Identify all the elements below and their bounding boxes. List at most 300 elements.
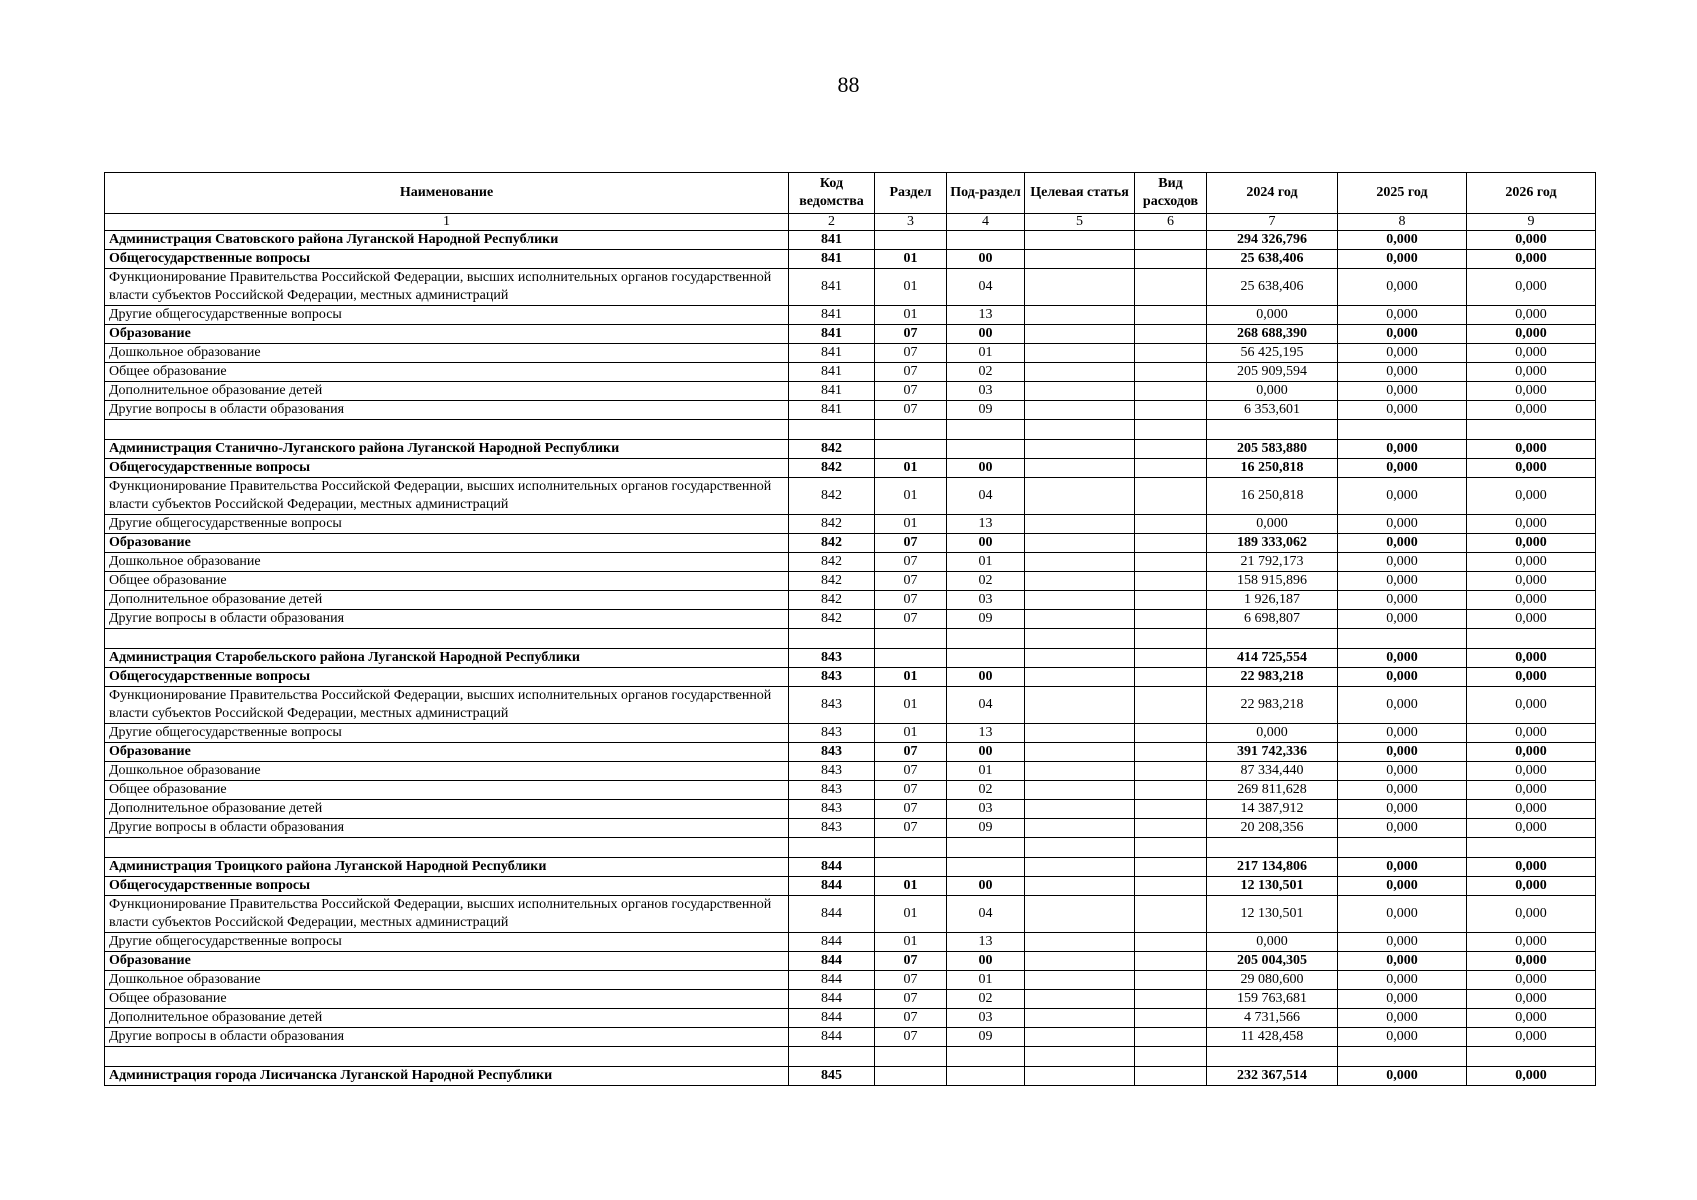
cell-exp-type	[1135, 306, 1207, 325]
empty-cell	[1135, 838, 1207, 858]
cell-target	[1025, 896, 1135, 933]
cell-2026: 0,000	[1467, 459, 1596, 478]
header-row	[105, 173, 1596, 214]
cell-section: 07	[875, 382, 947, 401]
empty-cell	[1338, 838, 1467, 858]
cell-name: Дополнительное образование детей	[105, 1009, 789, 1028]
cell-section: 01	[875, 896, 947, 933]
cell-subsection: 00	[947, 325, 1025, 344]
cell-name: Функционирование Правительства Российской Федерации, высших исполнительных органов государственной власти субъектов Российской Федерации, местных администраций	[105, 687, 789, 724]
cell-subsection	[947, 858, 1025, 877]
cell-2026: 0,000	[1467, 668, 1596, 687]
cell-name: Дошкольное образование	[105, 553, 789, 572]
cell-exp-type	[1135, 325, 1207, 344]
cell-section	[875, 231, 947, 250]
cell-code: 842	[789, 478, 875, 515]
empty-cell	[1467, 1047, 1596, 1067]
cell-code: 842	[789, 591, 875, 610]
cell-target	[1025, 610, 1135, 629]
cell-target	[1025, 231, 1135, 250]
cell-exp-type	[1135, 952, 1207, 971]
cell-subsection: 13	[947, 306, 1025, 325]
cell-2025: 0,000	[1338, 382, 1467, 401]
cell-2024: 6 353,601	[1207, 401, 1338, 420]
cell-target	[1025, 819, 1135, 838]
cell-subsection: 01	[947, 762, 1025, 781]
empty-cell	[789, 838, 875, 858]
cell-2024: 269 811,628	[1207, 781, 1338, 800]
empty-cell	[1467, 629, 1596, 649]
cell-2024: 0,000	[1207, 382, 1338, 401]
cell-2025: 0,000	[1338, 762, 1467, 781]
cell-target	[1025, 591, 1135, 610]
cell-2024: 189 333,062	[1207, 534, 1338, 553]
empty-cell	[1207, 1047, 1338, 1067]
cell-2026: 0,000	[1467, 325, 1596, 344]
cell-2025: 0,000	[1338, 668, 1467, 687]
cell-target	[1025, 877, 1135, 896]
cell-2026: 0,000	[1467, 649, 1596, 668]
table-row	[105, 1028, 1596, 1047]
cell-2026: 0,000	[1467, 762, 1596, 781]
table-row	[105, 952, 1596, 971]
empty-cell	[1025, 629, 1135, 649]
cell-2024: 0,000	[1207, 515, 1338, 534]
cell-2026: 0,000	[1467, 743, 1596, 762]
cell-section: 07	[875, 610, 947, 629]
column-number: 1	[105, 214, 789, 231]
cell-subsection: 04	[947, 896, 1025, 933]
cell-section: 07	[875, 591, 947, 610]
cell-2026: 0,000	[1467, 553, 1596, 572]
cell-2025: 0,000	[1338, 781, 1467, 800]
cell-code: 841	[789, 401, 875, 420]
column-number: 7	[1207, 214, 1338, 231]
cell-2025: 0,000	[1338, 401, 1467, 420]
cell-target	[1025, 990, 1135, 1009]
cell-name: Другие общегосударственные вопросы	[105, 515, 789, 534]
cell-exp-type	[1135, 610, 1207, 629]
cell-exp-type	[1135, 515, 1207, 534]
cell-2025: 0,000	[1338, 800, 1467, 819]
cell-2025: 0,000	[1338, 1067, 1467, 1086]
empty-cell	[947, 420, 1025, 440]
cell-2024: 11 428,458	[1207, 1028, 1338, 1047]
cell-exp-type	[1135, 459, 1207, 478]
cell-2024: 0,000	[1207, 306, 1338, 325]
cell-target	[1025, 401, 1135, 420]
cell-name: Другие вопросы в области образования	[105, 819, 789, 838]
cell-exp-type	[1135, 819, 1207, 838]
cell-exp-type	[1135, 250, 1207, 269]
cell-2025: 0,000	[1338, 724, 1467, 743]
table-row	[105, 990, 1596, 1009]
cell-name: Общее образование	[105, 990, 789, 1009]
cell-2026: 0,000	[1467, 781, 1596, 800]
empty-cell	[105, 420, 789, 440]
cell-2025: 0,000	[1338, 325, 1467, 344]
cell-2025: 0,000	[1338, 591, 1467, 610]
cell-target	[1025, 971, 1135, 990]
cell-2025: 0,000	[1338, 990, 1467, 1009]
cell-exp-type	[1135, 649, 1207, 668]
cell-2024: 12 130,501	[1207, 877, 1338, 896]
empty-cell	[947, 1047, 1025, 1067]
cell-section: 07	[875, 572, 947, 591]
cell-2026: 0,000	[1467, 933, 1596, 952]
table-row	[105, 762, 1596, 781]
header-section: Раздел	[875, 173, 947, 214]
cell-section: 07	[875, 534, 947, 553]
cell-code: 844	[789, 1009, 875, 1028]
cell-name: Дополнительное образование детей	[105, 591, 789, 610]
cell-code: 842	[789, 515, 875, 534]
cell-section: 07	[875, 1028, 947, 1047]
empty-cell	[1207, 420, 1338, 440]
cell-subsection: 13	[947, 933, 1025, 952]
cell-section: 07	[875, 363, 947, 382]
cell-code: 843	[789, 781, 875, 800]
table-row	[105, 553, 1596, 572]
cell-exp-type	[1135, 800, 1207, 819]
cell-section: 01	[875, 269, 947, 306]
cell-subsection: 02	[947, 781, 1025, 800]
cell-exp-type	[1135, 781, 1207, 800]
cell-section: 07	[875, 781, 947, 800]
cell-2026: 0,000	[1467, 250, 1596, 269]
table-row	[105, 800, 1596, 819]
cell-2024: 16 250,818	[1207, 478, 1338, 515]
cell-section: 07	[875, 952, 947, 971]
column-number: 2	[789, 214, 875, 231]
cell-exp-type	[1135, 440, 1207, 459]
cell-2024: 0,000	[1207, 933, 1338, 952]
cell-2025: 0,000	[1338, 649, 1467, 668]
cell-2024: 217 134,806	[1207, 858, 1338, 877]
cell-section	[875, 649, 947, 668]
cell-2026: 0,000	[1467, 877, 1596, 896]
cell-2025: 0,000	[1338, 231, 1467, 250]
column-number: 5	[1025, 214, 1135, 231]
cell-2026: 0,000	[1467, 401, 1596, 420]
table-row	[105, 933, 1596, 952]
header-target: Целевая статья	[1025, 173, 1135, 214]
cell-2024: 294 326,796	[1207, 231, 1338, 250]
cell-2025: 0,000	[1338, 933, 1467, 952]
cell-target	[1025, 250, 1135, 269]
cell-target	[1025, 534, 1135, 553]
cell-name: Образование	[105, 325, 789, 344]
cell-target	[1025, 649, 1135, 668]
cell-2026: 0,000	[1467, 363, 1596, 382]
cell-code: 845	[789, 1067, 875, 1086]
empty-cell	[1467, 838, 1596, 858]
cell-target	[1025, 1067, 1135, 1086]
cell-code: 844	[789, 933, 875, 952]
cell-section: 07	[875, 743, 947, 762]
table-row	[105, 819, 1596, 838]
cell-exp-type	[1135, 478, 1207, 515]
table-row	[105, 363, 1596, 382]
cell-code: 843	[789, 819, 875, 838]
cell-section: 01	[875, 724, 947, 743]
cell-section: 01	[875, 250, 947, 269]
cell-2024: 87 334,440	[1207, 762, 1338, 781]
empty-cell	[105, 1047, 789, 1067]
empty-cell	[1338, 1047, 1467, 1067]
table-row	[105, 668, 1596, 687]
cell-subsection: 09	[947, 401, 1025, 420]
cell-2026: 0,000	[1467, 591, 1596, 610]
header-exp-type: Вид расходов	[1135, 173, 1207, 214]
empty-cell	[105, 838, 789, 858]
cell-exp-type	[1135, 990, 1207, 1009]
header-2025: 2025 год	[1338, 173, 1467, 214]
cell-code: 843	[789, 762, 875, 781]
cell-2024: 20 208,356	[1207, 819, 1338, 838]
header-subsection: Под-раздел	[947, 173, 1025, 214]
cell-target	[1025, 572, 1135, 591]
cell-subsection: 04	[947, 269, 1025, 306]
cell-name: Администрация Старобельского района Луганской Народной Республики	[105, 649, 789, 668]
cell-name: Общегосударственные вопросы	[105, 877, 789, 896]
cell-2026: 0,000	[1467, 858, 1596, 877]
cell-2025: 0,000	[1338, 269, 1467, 306]
cell-code: 844	[789, 971, 875, 990]
cell-target	[1025, 1028, 1135, 1047]
cell-name: Другие общегосударственные вопросы	[105, 306, 789, 325]
cell-section	[875, 858, 947, 877]
cell-subsection: 00	[947, 534, 1025, 553]
cell-2024: 12 130,501	[1207, 896, 1338, 933]
empty-cell	[875, 629, 947, 649]
cell-2026: 0,000	[1467, 724, 1596, 743]
cell-section: 01	[875, 515, 947, 534]
cell-code: 843	[789, 800, 875, 819]
cell-exp-type	[1135, 743, 1207, 762]
cell-2024: 268 688,390	[1207, 325, 1338, 344]
cell-2025: 0,000	[1338, 952, 1467, 971]
table-row	[105, 344, 1596, 363]
cell-name: Администрация Станично-Луганского района Луганской Народной Республики	[105, 440, 789, 459]
cell-target	[1025, 344, 1135, 363]
cell-exp-type	[1135, 363, 1207, 382]
cell-2025: 0,000	[1338, 534, 1467, 553]
cell-subsection: 03	[947, 591, 1025, 610]
cell-2025: 0,000	[1338, 971, 1467, 990]
cell-section: 07	[875, 401, 947, 420]
cell-2025: 0,000	[1338, 858, 1467, 877]
cell-2024: 21 792,173	[1207, 553, 1338, 572]
cell-target	[1025, 668, 1135, 687]
cell-2026: 0,000	[1467, 971, 1596, 990]
cell-section: 07	[875, 553, 947, 572]
cell-name: Дополнительное образование детей	[105, 800, 789, 819]
cell-2024: 56 425,195	[1207, 344, 1338, 363]
cell-code: 842	[789, 534, 875, 553]
cell-code: 844	[789, 896, 875, 933]
table-row	[105, 269, 1596, 306]
cell-section: 01	[875, 687, 947, 724]
cell-name: Дошкольное образование	[105, 344, 789, 363]
empty-cell	[1467, 420, 1596, 440]
cell-name: Образование	[105, 743, 789, 762]
cell-subsection: 01	[947, 344, 1025, 363]
cell-code: 841	[789, 250, 875, 269]
cell-target	[1025, 440, 1135, 459]
header-name: Наименование	[105, 173, 789, 214]
cell-2024: 16 250,818	[1207, 459, 1338, 478]
table-row	[105, 440, 1596, 459]
cell-2026: 0,000	[1467, 819, 1596, 838]
cell-exp-type	[1135, 933, 1207, 952]
cell-section: 07	[875, 819, 947, 838]
cell-exp-type	[1135, 724, 1207, 743]
table-row	[105, 610, 1596, 629]
cell-target	[1025, 781, 1135, 800]
cell-exp-type	[1135, 269, 1207, 306]
cell-name: Другие вопросы в области образования	[105, 610, 789, 629]
cell-2024: 25 638,406	[1207, 250, 1338, 269]
cell-2026: 0,000	[1467, 306, 1596, 325]
cell-target	[1025, 858, 1135, 877]
cell-subsection: 00	[947, 250, 1025, 269]
cell-section: 01	[875, 459, 947, 478]
cell-subsection: 09	[947, 819, 1025, 838]
cell-target	[1025, 743, 1135, 762]
cell-exp-type	[1135, 344, 1207, 363]
cell-2025: 0,000	[1338, 1009, 1467, 1028]
cell-subsection: 00	[947, 459, 1025, 478]
cell-name: Администрация Сватовского района Луганской Народной Республики	[105, 231, 789, 250]
cell-2025: 0,000	[1338, 478, 1467, 515]
table-row	[105, 231, 1596, 250]
cell-2025: 0,000	[1338, 896, 1467, 933]
cell-name: Дошкольное образование	[105, 971, 789, 990]
cell-section: 01	[875, 933, 947, 952]
cell-target	[1025, 459, 1135, 478]
cell-subsection: 09	[947, 1028, 1025, 1047]
page-number: 88	[837, 72, 860, 97]
cell-target	[1025, 269, 1135, 306]
cell-code: 844	[789, 990, 875, 1009]
cell-2024: 22 983,218	[1207, 687, 1338, 724]
cell-2026: 0,000	[1467, 610, 1596, 629]
cell-code: 844	[789, 952, 875, 971]
cell-subsection: 03	[947, 1009, 1025, 1028]
cell-subsection	[947, 649, 1025, 668]
table-row	[105, 382, 1596, 401]
empty-cell	[1207, 838, 1338, 858]
cell-name: Общее образование	[105, 781, 789, 800]
table-row	[105, 877, 1596, 896]
cell-2026: 0,000	[1467, 952, 1596, 971]
cell-2024: 232 367,514	[1207, 1067, 1338, 1086]
cell-2026: 0,000	[1467, 344, 1596, 363]
empty-cell	[875, 838, 947, 858]
cell-2025: 0,000	[1338, 819, 1467, 838]
table-row	[105, 1067, 1596, 1086]
cell-code: 841	[789, 344, 875, 363]
empty-cell	[789, 420, 875, 440]
cell-name: Функционирование Правительства Российской Федерации, высших исполнительных органов государственной власти субъектов Российской Федерации, местных администраций	[105, 896, 789, 933]
cell-name: Функционирование Правительства Российской Федерации, высших исполнительных органов государственной власти субъектов Российской Федерации, местных администраций	[105, 269, 789, 306]
cell-name: Дополнительное образование детей	[105, 382, 789, 401]
cell-target	[1025, 553, 1135, 572]
cell-target	[1025, 687, 1135, 724]
cell-2026: 0,000	[1467, 534, 1596, 553]
empty-cell	[1135, 629, 1207, 649]
cell-2025: 0,000	[1338, 344, 1467, 363]
cell-2025: 0,000	[1338, 610, 1467, 629]
cell-exp-type	[1135, 971, 1207, 990]
column-number: 6	[1135, 214, 1207, 231]
cell-subsection: 02	[947, 572, 1025, 591]
cell-2026: 0,000	[1467, 231, 1596, 250]
cell-section: 01	[875, 478, 947, 515]
cell-subsection	[947, 440, 1025, 459]
table-row	[105, 781, 1596, 800]
header-code: Код ведомства	[789, 173, 875, 214]
cell-2025: 0,000	[1338, 459, 1467, 478]
cell-2024: 22 983,218	[1207, 668, 1338, 687]
cell-2026: 0,000	[1467, 478, 1596, 515]
cell-exp-type	[1135, 401, 1207, 420]
cell-2026: 0,000	[1467, 572, 1596, 591]
table-row	[105, 306, 1596, 325]
cell-code: 841	[789, 325, 875, 344]
cell-section: 07	[875, 1009, 947, 1028]
cell-code: 844	[789, 877, 875, 896]
empty-cell	[1338, 629, 1467, 649]
cell-code: 844	[789, 858, 875, 877]
cell-code: 843	[789, 668, 875, 687]
cell-target	[1025, 762, 1135, 781]
cell-exp-type	[1135, 534, 1207, 553]
cell-code: 842	[789, 459, 875, 478]
cell-code: 843	[789, 649, 875, 668]
cell-target	[1025, 363, 1135, 382]
cell-2025: 0,000	[1338, 363, 1467, 382]
cell-2025: 0,000	[1338, 743, 1467, 762]
cell-name: Функционирование Правительства Российской Федерации, высших исполнительных органов государственной власти субъектов Российской Федерации, местных администраций	[105, 478, 789, 515]
cell-section: 07	[875, 344, 947, 363]
spacer-row	[105, 838, 1596, 858]
empty-cell	[1135, 420, 1207, 440]
cell-exp-type	[1135, 668, 1207, 687]
cell-target	[1025, 478, 1135, 515]
cell-2025: 0,000	[1338, 687, 1467, 724]
cell-code: 842	[789, 572, 875, 591]
cell-2025: 0,000	[1338, 250, 1467, 269]
table-row	[105, 250, 1596, 269]
cell-subsection: 13	[947, 724, 1025, 743]
empty-cell	[875, 1047, 947, 1067]
cell-2025: 0,000	[1338, 1028, 1467, 1047]
cell-2024: 6 698,807	[1207, 610, 1338, 629]
cell-2026: 0,000	[1467, 1067, 1596, 1086]
cell-target	[1025, 933, 1135, 952]
empty-cell	[105, 629, 789, 649]
cell-subsection: 04	[947, 478, 1025, 515]
cell-2024: 205 583,880	[1207, 440, 1338, 459]
empty-cell	[1025, 1047, 1135, 1067]
cell-code: 841	[789, 363, 875, 382]
table-row	[105, 971, 1596, 990]
cell-target	[1025, 952, 1135, 971]
empty-cell	[875, 420, 947, 440]
column-number: 4	[947, 214, 1025, 231]
